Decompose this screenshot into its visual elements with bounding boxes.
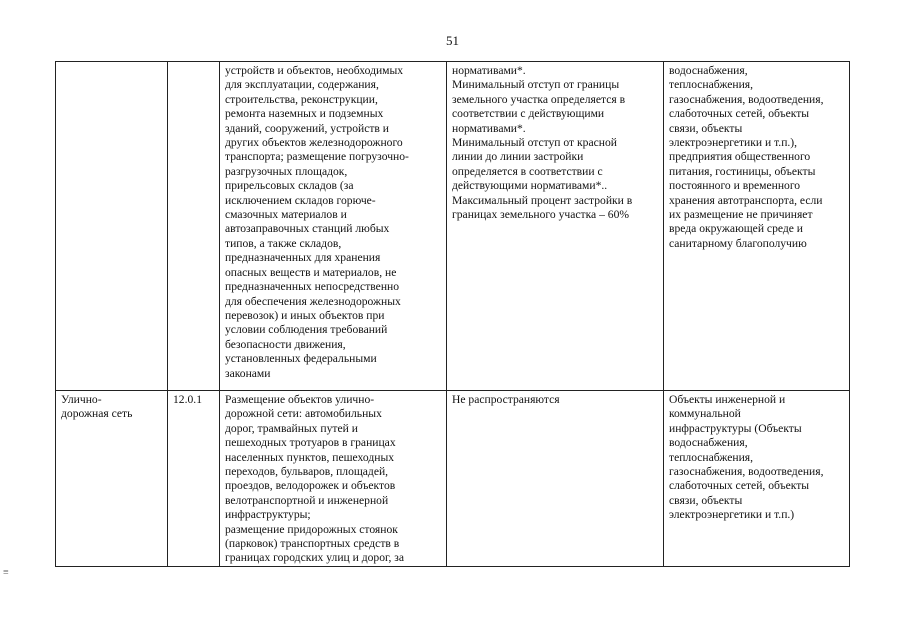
use-description-cell bbox=[220, 391, 447, 567]
scan-margin-mark: ≡ bbox=[3, 567, 9, 578]
parameters-text: Не распространяются bbox=[452, 393, 560, 406]
parameters-text: нормативами*. Минимальный отступ от границы земельного участка определяется в соответствии с действующими нормативами*. Минимальный отступ от красной линии до линии застройки определяется в соответствии с действующими нормативами*.. Максимальный процент застройки в границах земельного участка – 60% bbox=[452, 64, 633, 222]
use-type-name-cell bbox=[56, 62, 168, 391]
table-row bbox=[56, 62, 850, 391]
use-type-name-cell bbox=[56, 391, 168, 567]
page-number: 51 bbox=[446, 33, 459, 48]
use-type-code-cell bbox=[168, 391, 220, 567]
zoning-regulations-table bbox=[55, 61, 850, 567]
auxiliary-use-text: водоснабжения, теплоснабжения, газоснабжения, водоотведения, слаботочных сетей, объекты связи, объекты электроэнергетики и т.п.), предприятия общественного питания, гостиницы, объекты постоянного и временного хранения автотранспорта, если их размещение не причиняет вреда окружающей среде и санитарному благополучию bbox=[669, 64, 824, 250]
use-type-code-cell bbox=[168, 62, 220, 391]
auxiliary-use-cell bbox=[664, 391, 850, 567]
use-description-text: устройств и объектов, необходимых для эксплуатации, содержания, строительства, реконструкции, ремонта наземных и подземных зданий, сооружений, устройств и других объектов железнодорожного транспорта; размещение погрузочно- разгрузочных площадок, прирельсовых складов (за исключением складов горюче- смазочных материалов и автозаправочных станций любых типов, а также складов, предназначенных для хранения опасных веществ и материалов, не предназначенных непосредственно для обеспечения железнодорожных перевозок) и иных объектов при условии соблюдения требований безопасности движения, установленных федеральными законами bbox=[225, 64, 409, 380]
auxiliary-use-cell bbox=[664, 62, 850, 391]
auxiliary-use-text: Объекты инженерной и коммунальной инфраструктуры (Объекты водоснабжения, теплоснабжения, газоснабжения, водоотведения, слаботочных сетей, объекты связи, объекты электроэнергетики и т.п.) bbox=[669, 393, 824, 522]
table-row bbox=[56, 391, 850, 567]
use-type-code-text: 12.0.1 bbox=[173, 393, 202, 406]
use-description-cell bbox=[220, 62, 447, 391]
parameters-cell bbox=[447, 62, 664, 391]
parameters-cell bbox=[447, 391, 664, 567]
use-description-text: Размещение объектов улично- дорожной сети: автомобильных дорог, трамвайных путей и пешеходных тротуаров в границах населенных пунктов, пешеходных переходов, бульваров, площадей, проездов, велодорожек и объектов велотранспортной и инженерной инфраструктуры; размещение придорожных стоянок (парковок) транспортных средств в границах городских улиц и дорог, за bbox=[225, 393, 404, 565]
use-type-name-text: Улично- дорожная сеть bbox=[61, 393, 133, 421]
